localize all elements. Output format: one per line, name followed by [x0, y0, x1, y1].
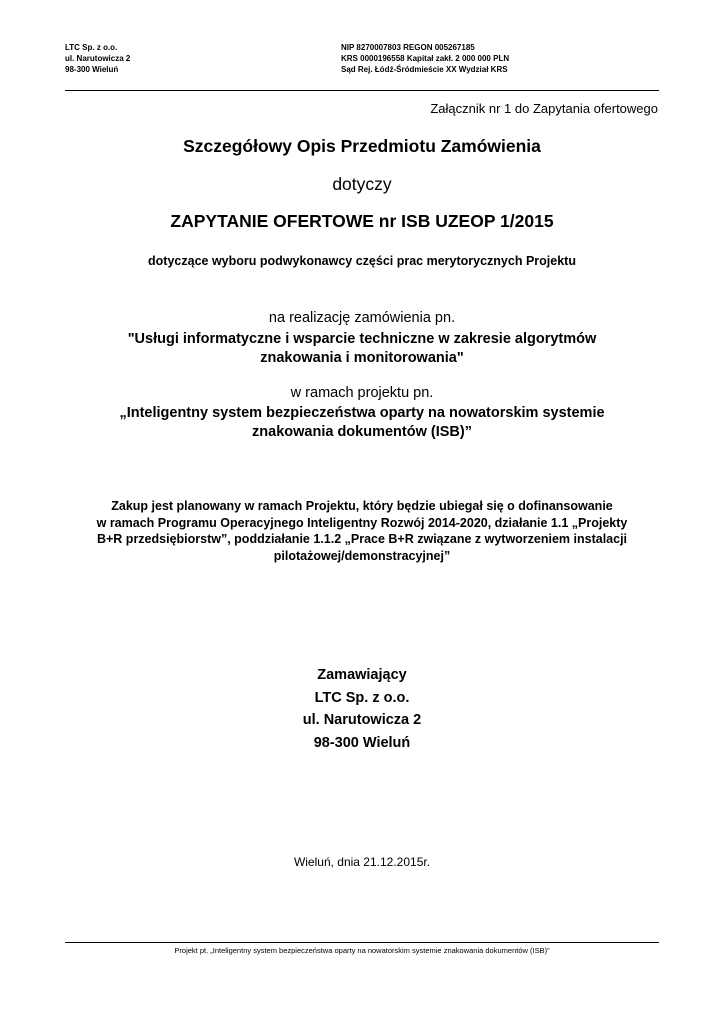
- project-name-line-2: znakowania dokumentów (ISB)”: [252, 424, 472, 440]
- funding-line-4: pilotażowej/demonstracyjnej”: [273, 548, 451, 563]
- funding-line-2: w ramach Programu Operacyjnego Inteligentny Rozwój 2014-2020, działanie 1.1 „Projekty: [96, 515, 628, 530]
- project-name: [65, 404, 659, 442]
- document-title: Szczegółowy Opis Przedmiotu Zamówienia: [183, 136, 541, 156]
- project-name-line-1: „Inteligentny system bezpieczeństwa oparty na nowatorskim systemie: [119, 405, 605, 421]
- order-name-line-1: "Usługi informatyczne i wsparcie techniczne w zakresie algorytmów: [127, 331, 597, 347]
- footer-divider: [65, 942, 659, 943]
- header-nip-regon: NIP 8270007803 REGON 005267185: [341, 43, 475, 52]
- header-company-name: LTC Sp. z o.o.: [65, 43, 118, 52]
- project-intro: w ramach projektu pn.: [290, 385, 434, 401]
- contracting-party-street: ul. Narutowicza 2: [302, 712, 422, 728]
- concerns-label: dotyczy: [332, 174, 392, 194]
- header-company-block: [65, 42, 130, 75]
- inquiry-title: ZAPYTANIE OFERTOWE nr ISB UZEOP 1/2015: [170, 211, 554, 231]
- contracting-party-name: LTC Sp. z o.o.: [314, 689, 410, 706]
- header-company-city: 98-300 Wieluń: [65, 65, 119, 74]
- contracting-party-block: [65, 664, 659, 754]
- annex-label: Załącznik nr 1 do Zapytania ofertowego: [430, 101, 658, 116]
- place-date: Wieluń, dnia 21.12.2015r.: [293, 855, 431, 869]
- footer-project-note: Projekt pt. „Inteligentny system bezpieczeństwa oparty na nowatorskim systemie znakowania dokumentów (ISB)”: [174, 946, 550, 955]
- order-name-line-2: znakowania i monitorowania": [260, 350, 464, 366]
- header-court: Sąd Rej. Łódź-Śródmieście XX Wydział KRS: [341, 65, 508, 74]
- contracting-party-city: 98-300 Wieluń: [313, 734, 411, 751]
- funding-line-1: Zakup jest planowany w ramach Projektu, który będzie ubiegał się o dofinansowanie: [111, 499, 613, 513]
- order-intro: na realizację zamówienia pn.: [268, 310, 456, 326]
- funding-paragraph: [65, 498, 659, 564]
- inquiry-subtitle: dotyczące wyboru podwykonawcy części prac merytorycznych Projektu: [148, 254, 576, 268]
- contracting-party-label: Zamawiający: [317, 667, 407, 683]
- header-registration-block: [341, 42, 509, 75]
- order-name: [65, 330, 659, 368]
- header-divider: [65, 90, 659, 91]
- funding-line-3: B+R przedsiębiorstw”, poddziałanie 1.1.2 „Prace B+R związane z wytworzeniem instalacji: [96, 532, 628, 546]
- header-company-street: ul. Narutowicza 2: [65, 54, 131, 63]
- header-krs-capital: KRS 0000196558 Kapitał zakł. 2 000 000 PLN: [341, 54, 510, 63]
